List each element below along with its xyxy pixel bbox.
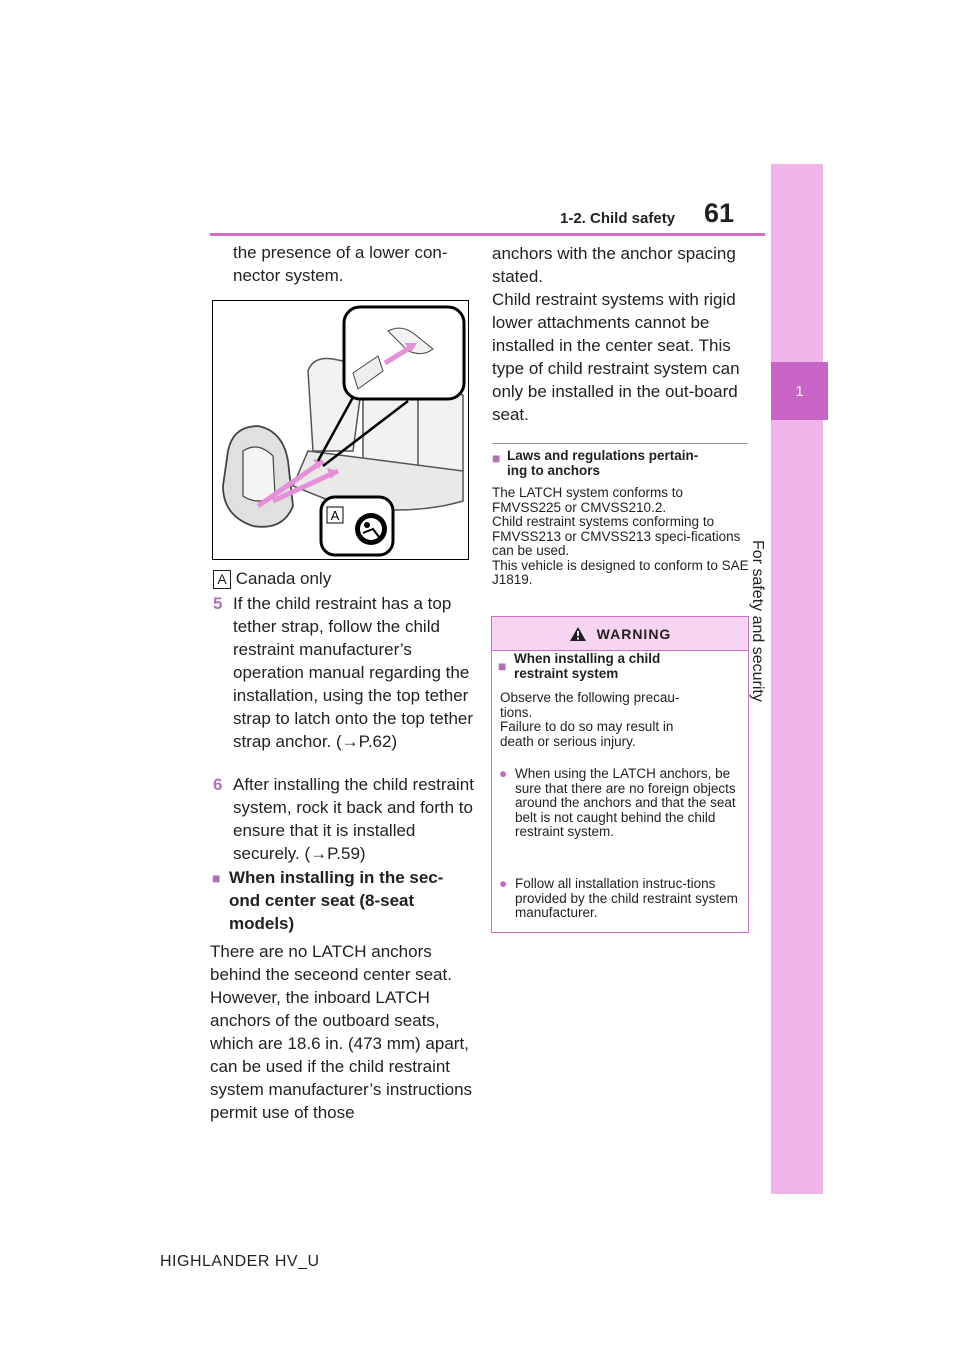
callout-note-row [213, 567, 478, 590]
warning-bullet-2-icon: ● [499, 876, 508, 891]
step-5-number: 5 [213, 594, 223, 613]
section-title: 1-2. Child safety [560, 210, 676, 227]
warning-bullet-1-icon: ● [499, 766, 508, 781]
warning-heading: When installing a child restraint system [514, 651, 661, 681]
warning-header [492, 617, 748, 651]
warning-square-bullet: ■ [498, 658, 507, 674]
chapter-title-text: For safety and security [749, 540, 766, 702]
warning-title: WARNING [596, 625, 672, 642]
section-divider [492, 443, 748, 444]
step-6-text: After installing the child restraint system, rock it back and forth to ensure that it is installed securely. (→P.59) [233, 775, 474, 863]
chapter-number-tab: 1 [771, 362, 828, 420]
center-seat-heading: When installing in the sec- ond center seat (8-seat models) [229, 868, 444, 933]
step-5-text: If the child restraint has a top tether strap, follow the child restraint manufacturer’s operation manual regarding the installation, using the top tether strap to latch onto the top tether strap anchor. (→P.62) [233, 594, 474, 751]
rigid-attachment-text: Child restraint systems with rigid lower attachments cannot be installed in the center seat. This type of child restraint system can only be installed in the out-board seat. [492, 290, 740, 424]
child-seat-illustration [213, 301, 468, 559]
center-seat-text: There are no LATCH anchors behind the seceond center seat. However, the inboard LATCH anchors of the outboard seats, which are 18.6 in. (473 mm) apart, can be used if the child restraint system manufacturer’s instructions permit use of those [210, 942, 473, 1122]
warning-bullet-2: Follow all installation instruc-tions provided by the child restraint system manufacturer. [515, 876, 738, 920]
laws-heading: Laws and regulations pertain- ing to anchors [507, 448, 699, 478]
header-rule [210, 233, 765, 236]
footer-model: HIGHLANDER HV_U [160, 1253, 320, 1270]
latch-installation-illustration [212, 300, 469, 560]
callout-note: Canada only [235, 569, 332, 588]
warning-triangle-icon [569, 626, 587, 642]
laws-bullet: ■ [492, 450, 501, 466]
intro-continuation: the presence of a lower con- nector system. [233, 243, 448, 285]
page-number: 61 [704, 198, 735, 228]
anchor-spacing-continuation: anchors with the anchor spacing stated. [492, 244, 736, 286]
callout-badge: A [213, 570, 231, 589]
warning-bullet-1: When using the LATCH anchors, be sure that there are no foreign objects around the anchors and that the seat belt is not caught behind the child restraint system. [515, 766, 736, 839]
figure-callout-a: A [330, 508, 340, 523]
laws-text: The LATCH system conforms to FMVSS225 or CMVSS210.2. Child restraint systems conforming to FMVSS213 or CMVSS213 speci-fications can be used. This vehicle is designed to conform to SAE J1819. [492, 485, 749, 587]
step-6-number: 6 [213, 775, 223, 794]
warning-box [491, 616, 749, 933]
square-bullet: ■ [212, 870, 221, 886]
chapter-tab-strip [771, 164, 823, 1194]
warning-intro: Observe the following precau- tions. Failure to do so may result in death or serious injury. [500, 690, 680, 749]
